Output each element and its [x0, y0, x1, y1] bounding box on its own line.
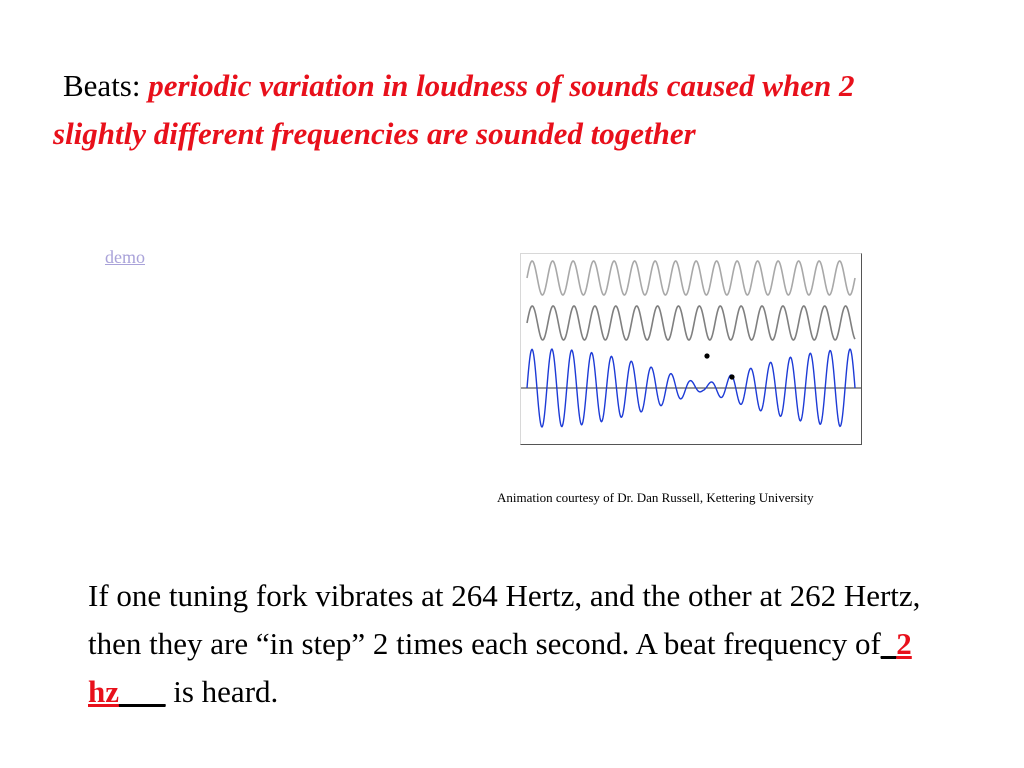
demo-link[interactable]: demo	[105, 247, 145, 267]
question-end-text: is heard.	[165, 674, 279, 709]
answer-value: 2 hz	[88, 626, 912, 709]
figure-caption: Animation courtesy of Dr. Dan Russell, Kettering University	[497, 490, 814, 505]
term-label: Beats:	[63, 68, 141, 103]
question-paragraph	[88, 572, 968, 716]
waveform-icon	[521, 254, 861, 444]
answer-blank-before: _	[880, 626, 897, 661]
wave-1-line	[527, 261, 855, 295]
beats-animation-figure	[520, 253, 862, 445]
wave-2-line	[527, 306, 855, 340]
definition-text: periodic variation in loudness of sounds caused when 2 slightly different frequencies are sounded together	[53, 68, 855, 151]
answer-blank-after: ___	[119, 674, 166, 709]
definition-block	[53, 62, 883, 158]
marker-dot-2	[729, 374, 734, 379]
question-text: If one tuning fork vibrates at 264 Hertz, and the other at 262 Hertz, then they are “in step” 2 times each second. A beat frequency of	[88, 578, 921, 661]
marker-dot-1	[704, 353, 709, 358]
